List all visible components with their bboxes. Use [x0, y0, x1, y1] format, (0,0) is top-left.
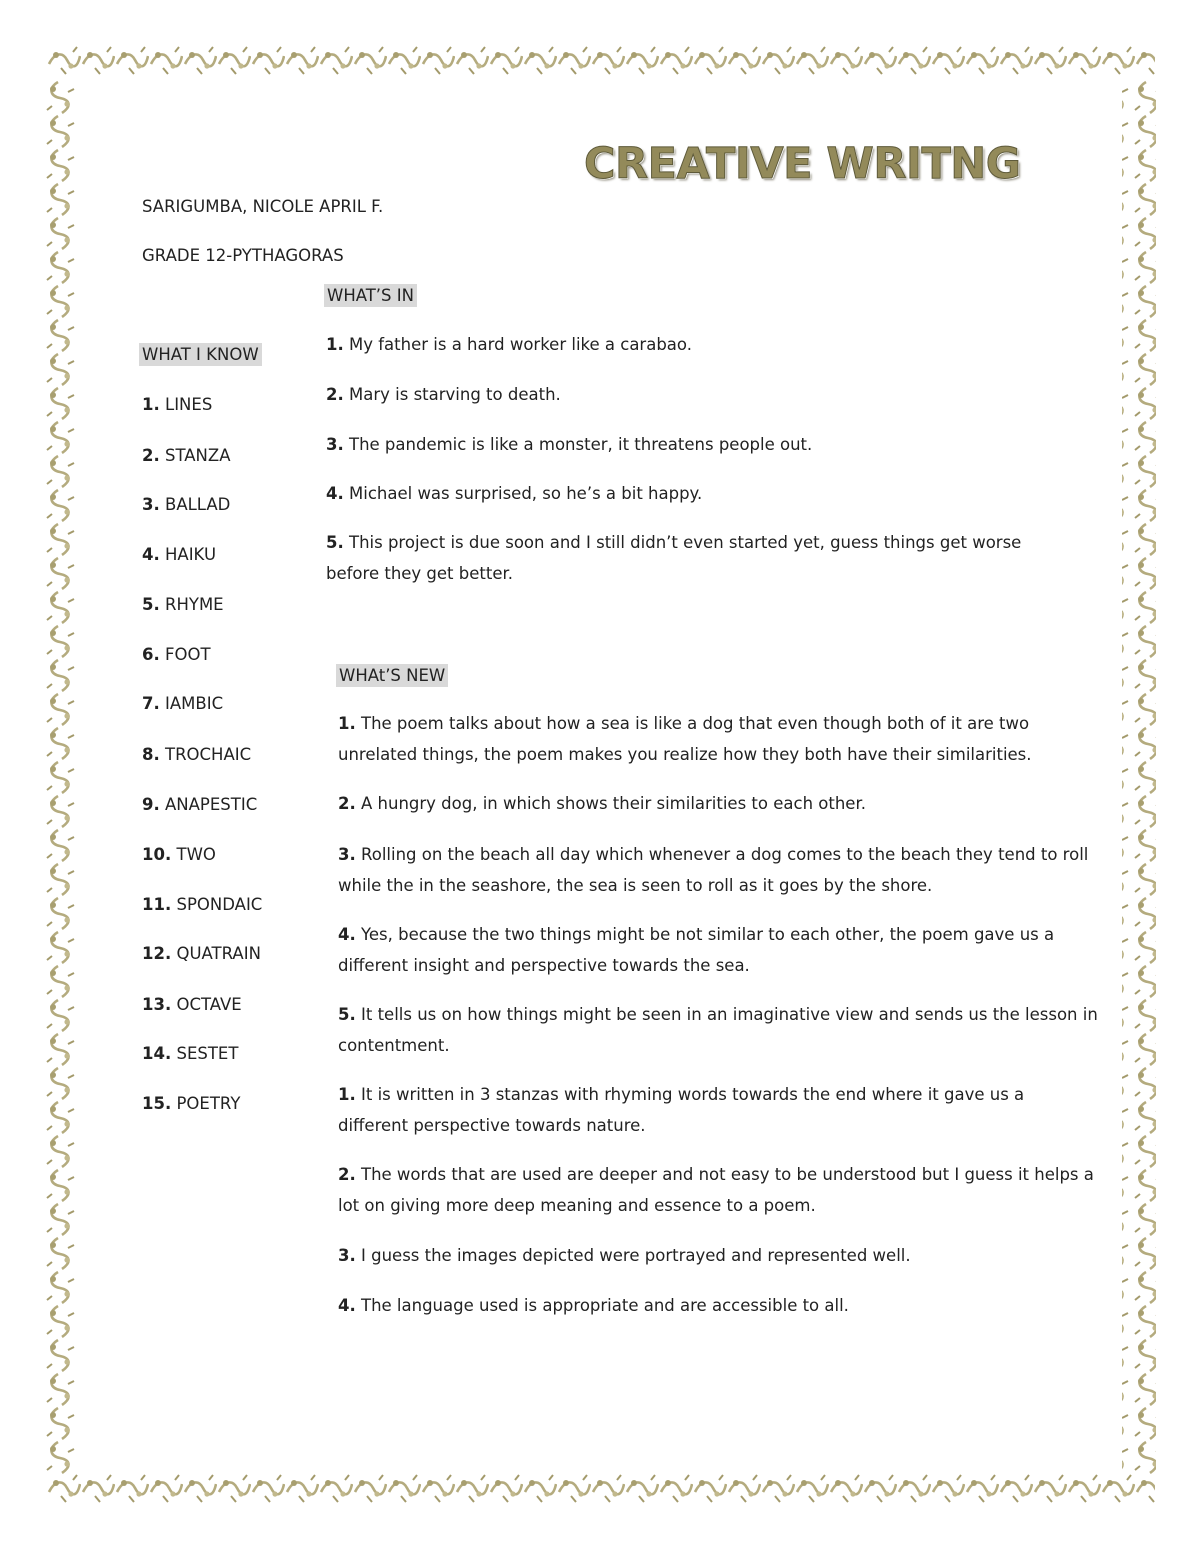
whats-new-item-number: 2. — [338, 794, 356, 813]
whats-in-item — [326, 430, 1061, 461]
whats-new-item — [338, 1080, 1098, 1141]
what-i-know-item — [142, 795, 257, 814]
what-i-know-heading — [139, 345, 262, 364]
what-i-know-item-number: 15. — [142, 1094, 172, 1113]
what-i-know-item — [142, 595, 224, 614]
whats-new-item-text: I guess the images depicted were portrayed and represented well. — [361, 1246, 911, 1265]
whats-in-item-number: 3. — [326, 435, 344, 454]
whats-new-item-number: 2. — [338, 1165, 356, 1184]
what-i-know-item-number: 7. — [142, 694, 160, 713]
what-i-know-item-text: STANZA — [165, 446, 231, 465]
what-i-know-item — [142, 1094, 240, 1113]
what-i-know-item — [142, 395, 212, 414]
whats-new-item — [338, 709, 1098, 770]
whats-in-item-text: My father is a hard worker like a carabao. — [349, 335, 692, 354]
what-i-know-item-text: QUATRAIN — [176, 944, 261, 963]
what-i-know-item — [142, 745, 251, 764]
whats-in-item-number: 5. — [326, 533, 344, 552]
student-name: SARIGUMBA, NICOLE APRIL F. — [142, 197, 384, 216]
whats-new-item-text: It is written in 3 stanzas with rhyming words towards the end where it gave us a different perspective towards nature. — [338, 1085, 1025, 1135]
what-i-know-item-text: SESTET — [176, 1044, 239, 1063]
what-i-know-item-text: ANAPESTIC — [165, 795, 258, 814]
whats-new-heading — [336, 666, 448, 685]
student-grade: GRADE 12-PYTHAGORAS — [142, 246, 344, 265]
whats-in-item-text: This project is due soon and I still didn’t even started yet, guess things get worse before they get better. — [326, 533, 1022, 583]
whats-in-item — [326, 528, 1061, 589]
what-i-know-item — [142, 995, 242, 1014]
what-i-know-item-text: BALLAD — [165, 495, 231, 514]
what-i-know-item-text: OCTAVE — [176, 995, 242, 1014]
what-i-know-item-text: LINES — [165, 395, 213, 414]
what-i-know-item-number: 9. — [142, 795, 160, 814]
what-i-know-item-number: 6. — [142, 645, 160, 664]
whats-in-item-number: 1. — [326, 335, 344, 354]
what-i-know-item — [142, 1044, 238, 1063]
whats-in-item — [326, 330, 1061, 361]
what-i-know-item — [142, 495, 230, 514]
whats-new-item — [338, 1160, 1098, 1221]
whats-in-heading-text: WHAT’S IN — [324, 284, 417, 307]
what-i-know-item-text: RHYME — [165, 595, 224, 614]
what-i-know-item — [142, 545, 216, 564]
what-i-know-item-text: TROCHAIC — [165, 745, 252, 764]
whats-in-heading — [324, 286, 417, 305]
what-i-know-item — [142, 645, 211, 664]
what-i-know-item — [142, 944, 261, 963]
whats-in-item-number: 2. — [326, 385, 344, 404]
whats-new-item-text: It tells us on how things might be seen in an imaginative view and sends us the lesson in contentment. — [338, 1005, 1098, 1055]
what-i-know-item-number: 5. — [142, 595, 160, 614]
whats-new-item-number: 1. — [338, 714, 356, 733]
what-i-know-item — [142, 694, 223, 713]
whats-in-item-text: Michael was surprised, so he’s a bit happy. — [349, 484, 703, 503]
what-i-know-item-number: 11. — [142, 895, 172, 914]
what-i-know-item-number: 12. — [142, 944, 172, 963]
what-i-know-item-text: TWO — [176, 845, 216, 864]
what-i-know-item-number: 10. — [142, 845, 172, 864]
document-title: CREATIVE WRITNG — [584, 139, 1021, 189]
whats-new-heading-text: WHAt’S NEW — [336, 664, 448, 687]
what-i-know-heading-text: WHAT I KNOW — [139, 343, 262, 366]
whats-in-item — [326, 479, 1061, 510]
what-i-know-item-number: 3. — [142, 495, 160, 514]
whats-new-item — [338, 920, 1098, 981]
whats-new-item-text: The words that are used are deeper and not easy to be understood but I guess it helps a lot on giving more deep meaning and essence to a poem. — [338, 1165, 1094, 1215]
what-i-know-item-number: 4. — [142, 545, 160, 564]
what-i-know-item-text: IAMBIC — [165, 694, 224, 713]
whats-new-item — [338, 1241, 1098, 1272]
whats-new-item-number: 4. — [338, 925, 356, 944]
what-i-know-item-text: HAIKU — [165, 545, 217, 564]
whats-in-item — [326, 380, 1061, 411]
whats-new-item-text: Rolling on the beach all day which whenever a dog comes to the beach they tend to roll while the in the seashore, the sea is seen to roll as it goes by the shore. — [338, 845, 1089, 895]
whats-new-item-number: 5. — [338, 1005, 356, 1024]
what-i-know-item-text: POETRY — [176, 1094, 241, 1113]
whats-new-item — [338, 840, 1098, 901]
whats-in-item-text: Mary is starving to death. — [349, 385, 561, 404]
what-i-know-item — [142, 446, 231, 465]
whats-new-item — [338, 1291, 1098, 1322]
whats-new-item-number: 3. — [338, 1246, 356, 1265]
whats-new-item-number: 3. — [338, 845, 356, 864]
what-i-know-item — [142, 845, 216, 864]
what-i-know-item-text: SPONDAIC — [176, 895, 263, 914]
what-i-know-item-number: 14. — [142, 1044, 172, 1063]
what-i-know-item-number: 1. — [142, 395, 160, 414]
whats-new-item — [338, 1000, 1098, 1061]
whats-new-item — [338, 789, 1098, 820]
what-i-know-item-number: 2. — [142, 446, 160, 465]
whats-in-item-text: The pandemic is like a monster, it threatens people out. — [349, 435, 813, 454]
what-i-know-item-number: 8. — [142, 745, 160, 764]
whats-new-item-text: Yes, because the two things might be not similar to each other, the poem gave us a different insight and perspective towards the sea. — [338, 925, 1055, 975]
whats-new-item-text: A hungry dog, in which shows their similarities to each other. — [361, 794, 866, 813]
what-i-know-item-number: 13. — [142, 995, 172, 1014]
whats-new-item-text: The poem talks about how a sea is like a dog that even though both of it are two unrelated things, the poem makes you realize how they both have their similarities. — [338, 714, 1032, 764]
whats-new-item-text: The language used is appropriate and are accessible to all. — [361, 1296, 849, 1315]
whats-in-item-number: 4. — [326, 484, 344, 503]
what-i-know-item — [142, 895, 262, 914]
whats-new-item-number: 4. — [338, 1296, 356, 1315]
whats-new-item-number: 1. — [338, 1085, 356, 1104]
what-i-know-item-text: FOOT — [165, 645, 211, 664]
